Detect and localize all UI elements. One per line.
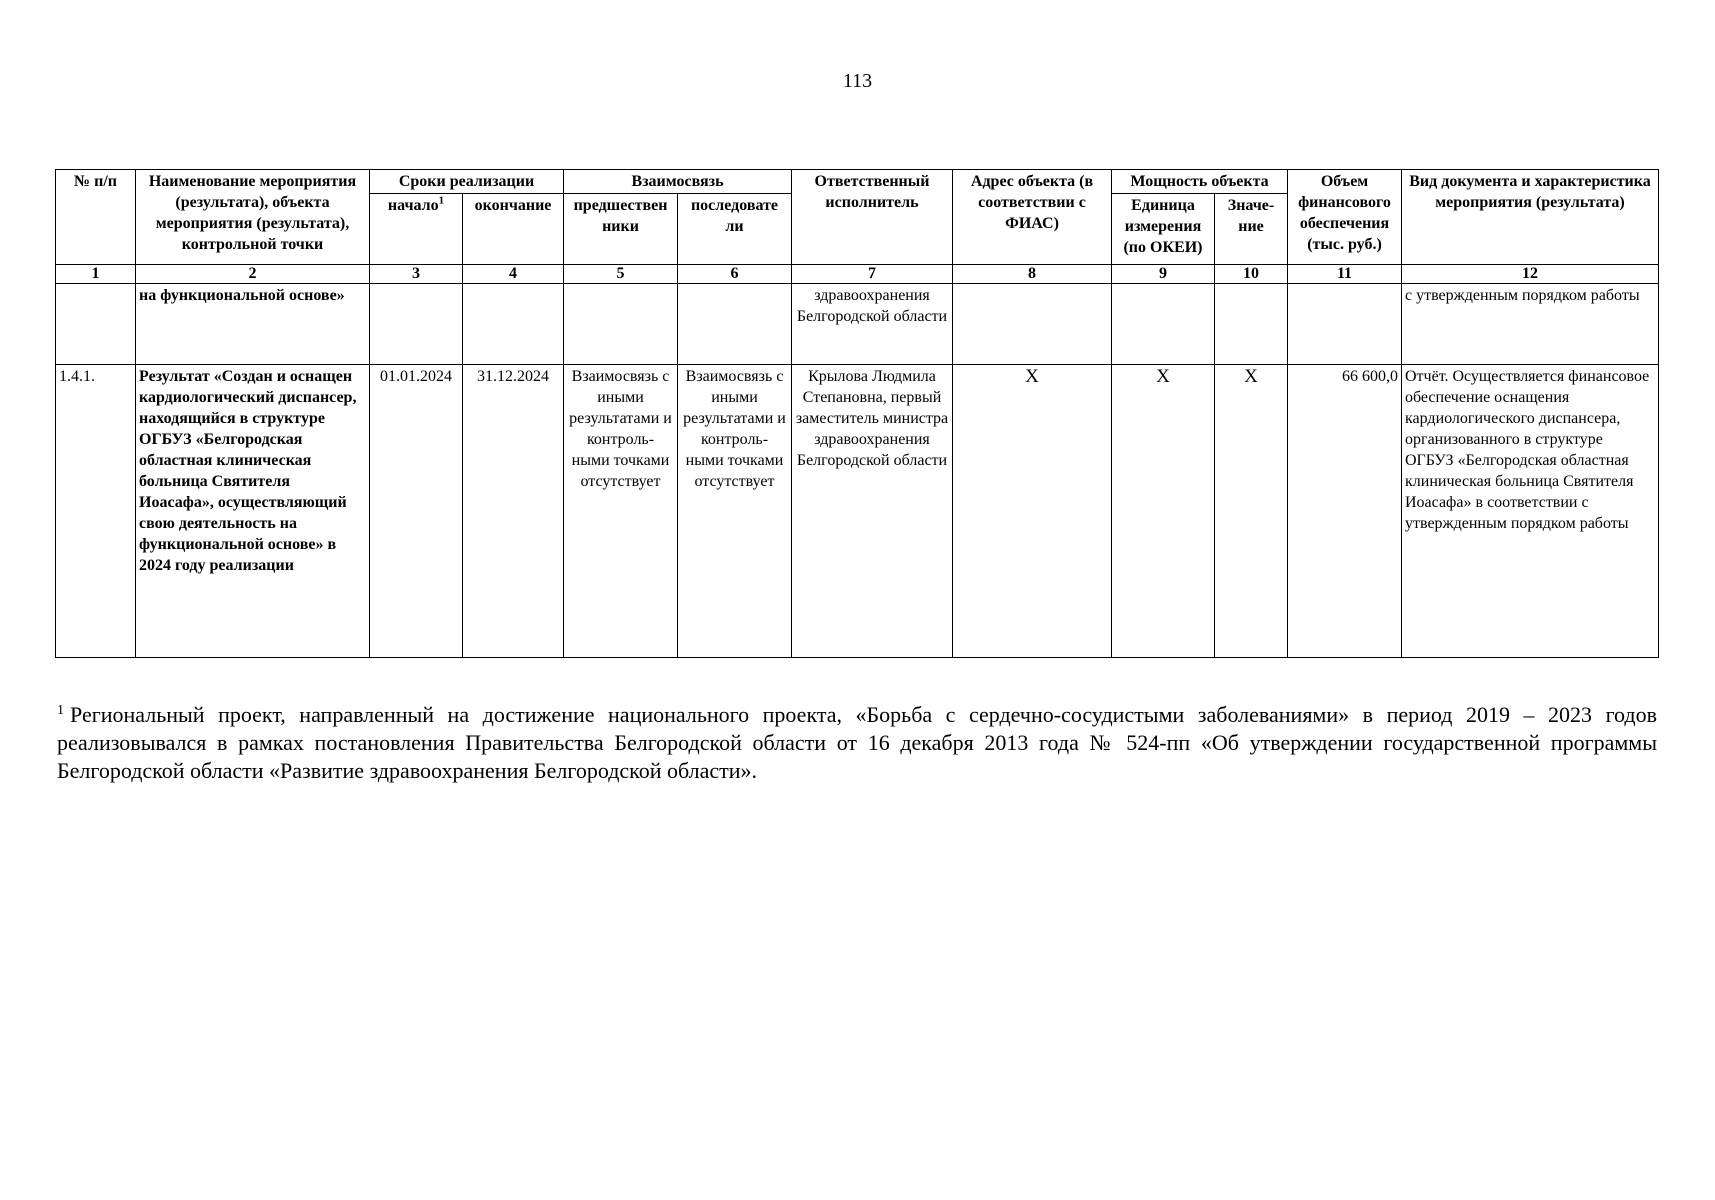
row-successors-cell: Взаимосвязь с иными результатами и контроль- ными точками отсутствует: [678, 365, 792, 658]
header-value: Значе- ние: [1215, 194, 1288, 265]
cont-responsible-cell: здравоохранения Белгородской области: [792, 284, 953, 365]
row-unit-cell: X: [1112, 365, 1215, 658]
row-address-cell: X: [953, 365, 1112, 658]
cont-successors-cell: [678, 284, 792, 365]
cont-finance-cell: [1288, 284, 1402, 365]
column-number: 9: [1112, 265, 1215, 284]
row-responsible-cell: Крылова Людмила Степановна, первый заместитель министра здравоохранения Белгородской области: [792, 365, 953, 658]
table-row-continuation: [56, 284, 1659, 365]
header-finance: Объем финансового обеспечения (тыс. руб.): [1288, 170, 1402, 265]
plan-table: [55, 169, 1659, 658]
header-end: окончание: [463, 194, 564, 265]
column-number: 12: [1402, 265, 1659, 284]
row-value-cell: X: [1215, 365, 1288, 658]
column-number-row: [56, 265, 1659, 284]
header-start: [370, 194, 463, 265]
column-number: 8: [953, 265, 1112, 284]
cont-unit-cell: [1112, 284, 1215, 365]
footnote-text: Региональный проект, направленный на достижение национального проекта, «Борьба с сердечно-сосудистыми заболеваниями» в период 2019 – 2023 годов реализовывался в рамках постановления Правительства Белгородской области от 16 декабря 2013 года № 524-пп «Об утверждении государственной программы Белгородской области «Развитие здравоохранения Белгородской области».: [57, 702, 1657, 783]
header-unit: Единица измерения (по ОКЕИ): [1112, 194, 1215, 265]
header-start-footnote-ref: 1: [438, 194, 445, 207]
column-number: 10: [1215, 265, 1288, 284]
column-number: 11: [1288, 265, 1402, 284]
footnote-mark: 1: [57, 702, 64, 718]
row-name-cell: Результат «Создан и оснащен кардиологический диспансер, находящийся в структуре ОГБУЗ «Белгородская областная клиническая больница Святителя Иоасафа», осуществляющий свою деятельность на функциональной основе» в 2024 году реализации: [136, 365, 370, 658]
column-number: 5: [564, 265, 678, 284]
cont-value-cell: [1215, 284, 1288, 365]
page-number: 113: [842, 70, 873, 92]
header-doc: Вид документа и характеристика мероприятия (результата): [1402, 170, 1659, 265]
cont-address-cell: [953, 284, 1112, 365]
row-finance-cell: 66 600,0: [1288, 365, 1402, 658]
header-responsible: Ответственный исполнитель: [792, 170, 953, 265]
header-link: Взаимосвязь: [564, 170, 792, 194]
row-start-cell: 01.01.2024: [370, 365, 463, 658]
column-number: 7: [792, 265, 953, 284]
cont-name-cell: на функциональной основе»: [136, 284, 370, 365]
cont-end-cell: [463, 284, 564, 365]
header-terms: Сроки реализации: [370, 170, 564, 194]
row-end-cell: 31.12.2024: [463, 365, 564, 658]
column-number: 1: [56, 265, 136, 284]
column-number: 3: [370, 265, 463, 284]
cont-start-cell: [370, 284, 463, 365]
header-start-label: начало: [387, 197, 439, 214]
header-successors: последовате ли: [678, 194, 792, 265]
column-number: 4: [463, 265, 564, 284]
column-number: 6: [678, 265, 792, 284]
cont-doc-cell: с утвержденным порядком работы: [1402, 284, 1659, 365]
header-name: Наименование мероприятия (результата), объекта мероприятия (результата), контрольной точки: [136, 170, 370, 265]
header-capacity: Мощность объекта: [1112, 170, 1288, 194]
footnote: [57, 701, 1657, 785]
header-address: Адрес объекта (в соответствии с ФИАС): [953, 170, 1112, 265]
header-predecessors: предшествен ники: [564, 194, 678, 265]
cont-num-cell: [56, 284, 136, 365]
row-predecessors-cell: Взаимосвязь с иными результатами и контроль- ными точками отсутствует: [564, 365, 678, 658]
header-num: № п/п: [56, 170, 136, 265]
cont-predecessors-cell: [564, 284, 678, 365]
table-row-1-4-1: [56, 365, 1659, 658]
row-doc-cell: Отчёт. Осуществляется финансовое обеспечение оснащения кардиологического диспансера, организованного в структуре ОГБУЗ «Белгородская областная клиническая больница Святителя Иоасафа» в соответствии с утвержденным порядком работы: [1402, 365, 1659, 658]
row-num-cell: 1.4.1.: [56, 365, 136, 658]
column-number: 2: [136, 265, 370, 284]
